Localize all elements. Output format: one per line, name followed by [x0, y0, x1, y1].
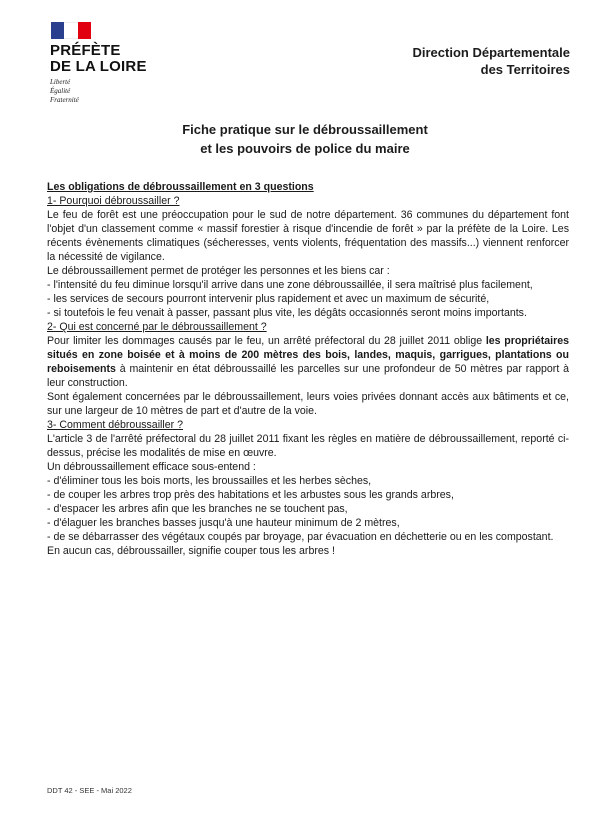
section3-bullet-5: - de se débarrasser des végétaux coupés par broyage, par évacuation en déchetterie ou en les compostant.	[47, 531, 554, 543]
section3-bullet-4: - d'élaguer les branches basses jusqu'à une hauteur minimum de 2 mètres,	[47, 517, 400, 529]
section2-paragraph2: Sont également concernées par le débroussaillement, leurs voies privées donnant accès aux bâtiments et ce, sur une largeur de 10 mètres de part et d'autre de la voie.	[47, 391, 569, 417]
prefecture-line2: DE LA LOIRE	[50, 58, 147, 75]
motto-fraternite: Fraternité	[50, 96, 79, 104]
section2-paragraph1-start: Pour limiter les dommages causés par le feu, un arrêté préfectoral du 28 juillet 2011 oblige	[47, 335, 486, 347]
closing-statement: En aucun cas, débroussailler, signifie couper tous les arbres !	[47, 545, 335, 557]
section1-bullet-3: - si toutefois le feu venait à passer, passant plus vite, les dégâts occasionnés seront moins importants.	[47, 307, 527, 319]
footer-reference: DDT 42 - SEE - Mai 2022	[47, 786, 132, 795]
main-heading: Les obligations de débroussaillement en 3 questions	[47, 181, 314, 193]
department-line1: Direction Départementale	[412, 45, 570, 60]
french-flag-icon	[51, 22, 91, 39]
title-line2: et les pouvoirs de police du maire	[200, 141, 410, 156]
motto-egalite: Égalité	[50, 87, 71, 95]
section2-paragraph1	[47, 334, 569, 390]
department-name	[413, 44, 571, 78]
section1-heading: 1- Pourquoi débroussailler ?	[47, 195, 180, 207]
department-line2: des Territoires	[480, 62, 570, 77]
section1-bullet-2: - les services de secours pourront intervenir plus rapidement et avec un maximum de sécurité,	[47, 293, 490, 305]
section2-heading: 2- Qui est concerné par le débroussaillement ?	[47, 321, 267, 333]
section2-paragraph1-bold: les propriétaires situés en zone boisée et à moins de 200 mètres des bois, landes, maquis, garrigues, plantations ou reboisements	[47, 335, 569, 375]
prefecture-name	[50, 43, 160, 75]
section3-paragraph2-intro: Un débroussaillement efficace sous-entend :	[47, 461, 256, 473]
motto-liberte: Liberté	[50, 78, 71, 86]
document-title	[0, 120, 610, 158]
section2-paragraph1-end: à maintenir en état débroussaillé les parcelles sur une profondeur de 50 mètres par rapport à leur construction.	[47, 363, 569, 389]
section3-bullet-3: - d'espacer les arbres afin que les branches ne se touchent pas,	[47, 503, 348, 515]
title-line1: Fiche pratique sur le débroussaillement	[182, 122, 428, 137]
prefecture-logo	[50, 22, 160, 105]
prefecture-line1: PRÉFÈTE	[50, 42, 121, 59]
section3-paragraph1: L'article 3 de l'arrêté préfectoral du 28 juillet 2011 fixant les règles en matière de débroussaillement, reporté ci-dessus, précise les modalités de mise en œuvre.	[47, 433, 569, 459]
document-body	[47, 180, 569, 558]
section1-paragraph2-intro: Le débroussaillement permet de protéger les personnes et les biens car :	[47, 265, 390, 277]
republic-motto	[50, 78, 160, 105]
section1-bullet-1: - l'intensité du feu diminue lorsqu'il arrive dans une zone débroussaillée, il sera maîtrisé plus facilement,	[47, 279, 533, 291]
section1-paragraph1: Le feu de forêt est une préoccupation pour le sud de notre département. 36 communes du département font l'objet d'un classement comme « massif forestier à risque d'incendie de forêt » par la préfète de la Loire. Les récents évènements climatiques (sécheresses, vents violents, fréquentation des massifs...) viennent renforcer la nécessité de vigilance.	[47, 209, 569, 263]
section3-bullet-1: - d'éliminer tous les bois morts, les broussailles et les herbes sèches,	[47, 475, 372, 487]
section3-bullet-2: - de couper les arbres trop près des habitations et les arbustes sous les grands arbres,	[47, 489, 454, 501]
section3-heading: 3- Comment débroussailler ?	[47, 419, 184, 431]
